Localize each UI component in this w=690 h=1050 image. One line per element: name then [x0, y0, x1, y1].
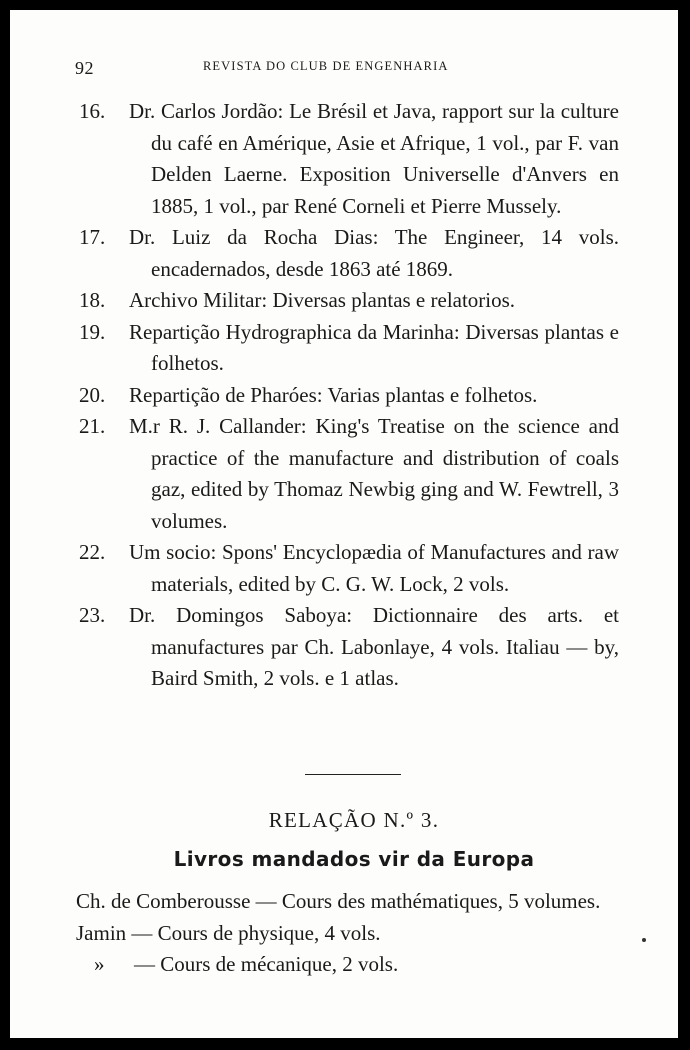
- list-item: [79, 317, 619, 380]
- list-item: [79, 537, 619, 600]
- book-text: — Cours de mécanique, 2 vols.: [134, 952, 399, 976]
- page-number: 92: [75, 58, 94, 78]
- donation-list: [79, 96, 619, 695]
- item-text: Dr. Carlos Jordão: Le Brésil et Java, rapport sur la culture du café en Amérique, Asie et Afrique, 1 vol., par F. van Delden Laerne. Exposition Universelle d'Anvers en 1885, 1 vol., par René Corneli et Pierre Mussely.: [129, 99, 619, 218]
- list-item: [79, 285, 619, 317]
- list-item: [79, 222, 619, 285]
- running-head: REVISTA DO CLUB DE ENGENHARIA: [203, 59, 449, 73]
- item-number: 20.: [79, 382, 106, 407]
- item-number: 21.: [79, 414, 106, 438]
- book-entry: [76, 918, 621, 950]
- item-text: Dr. Domingos Saboya: Dictionnaire des arts. et manufactures par Ch. Labonlaye, 4 vols. Italiau — by, Baird Smith, 2 vols. e 1 atlas.: [129, 603, 619, 690]
- item-text: Um socio: Spons' Encyclopædia of Manufactures and raw materials, edited by C. G. W. Lock, 2 vols.: [129, 540, 619, 596]
- item-number: 19.: [79, 319, 106, 344]
- item-text: Dr. Luiz da Rocha Dias: The Engineer, 14 vols. encadernados, desde 1863 até 1869.: [129, 225, 619, 281]
- list-item: [79, 380, 619, 412]
- section-title: RELAÇÃO N.º 3.: [268, 808, 440, 832]
- book-list: [76, 886, 621, 981]
- book-text: Jamin — Cours de physique, 4 vols.: [76, 920, 381, 945]
- book-entry: [76, 886, 621, 918]
- ditto-mark: »: [94, 952, 105, 976]
- list-item: [79, 600, 619, 695]
- item-number: 16.: [79, 99, 106, 123]
- list-item: [79, 411, 619, 537]
- page-header: [10, 56, 678, 86]
- item-text: Repartição de Pharóes: Varias plantas e folhetos.: [129, 382, 538, 407]
- section-divider: [305, 774, 401, 775]
- book-text: Ch. de Comberousse — Cours des mathématiques, 5 volumes.: [76, 889, 601, 913]
- item-number: 23.: [79, 603, 106, 627]
- item-number: 17.: [79, 225, 106, 249]
- item-text: Repartição Hydrographica da Marinha: Diversas plantas e folhetos.: [129, 319, 619, 375]
- item-number: 18.: [79, 288, 106, 312]
- book-entry: [76, 949, 621, 981]
- item-number: 22.: [79, 540, 106, 564]
- list-item: [79, 96, 619, 222]
- item-text: Archivo Militar: Diversas plantas e relatorios.: [129, 288, 516, 312]
- document-page: [10, 10, 678, 1038]
- item-text: M.r R. J. Callander: King's Treatise on the science and practice of the manufacture and distribution of coals gaz, edited by Thomaz Newbig ging and W. Fewtrell, 3 volumes.: [129, 414, 619, 533]
- ink-speck: [642, 938, 646, 942]
- section-subheading: Livros mandados vir da Europa: [173, 847, 535, 871]
